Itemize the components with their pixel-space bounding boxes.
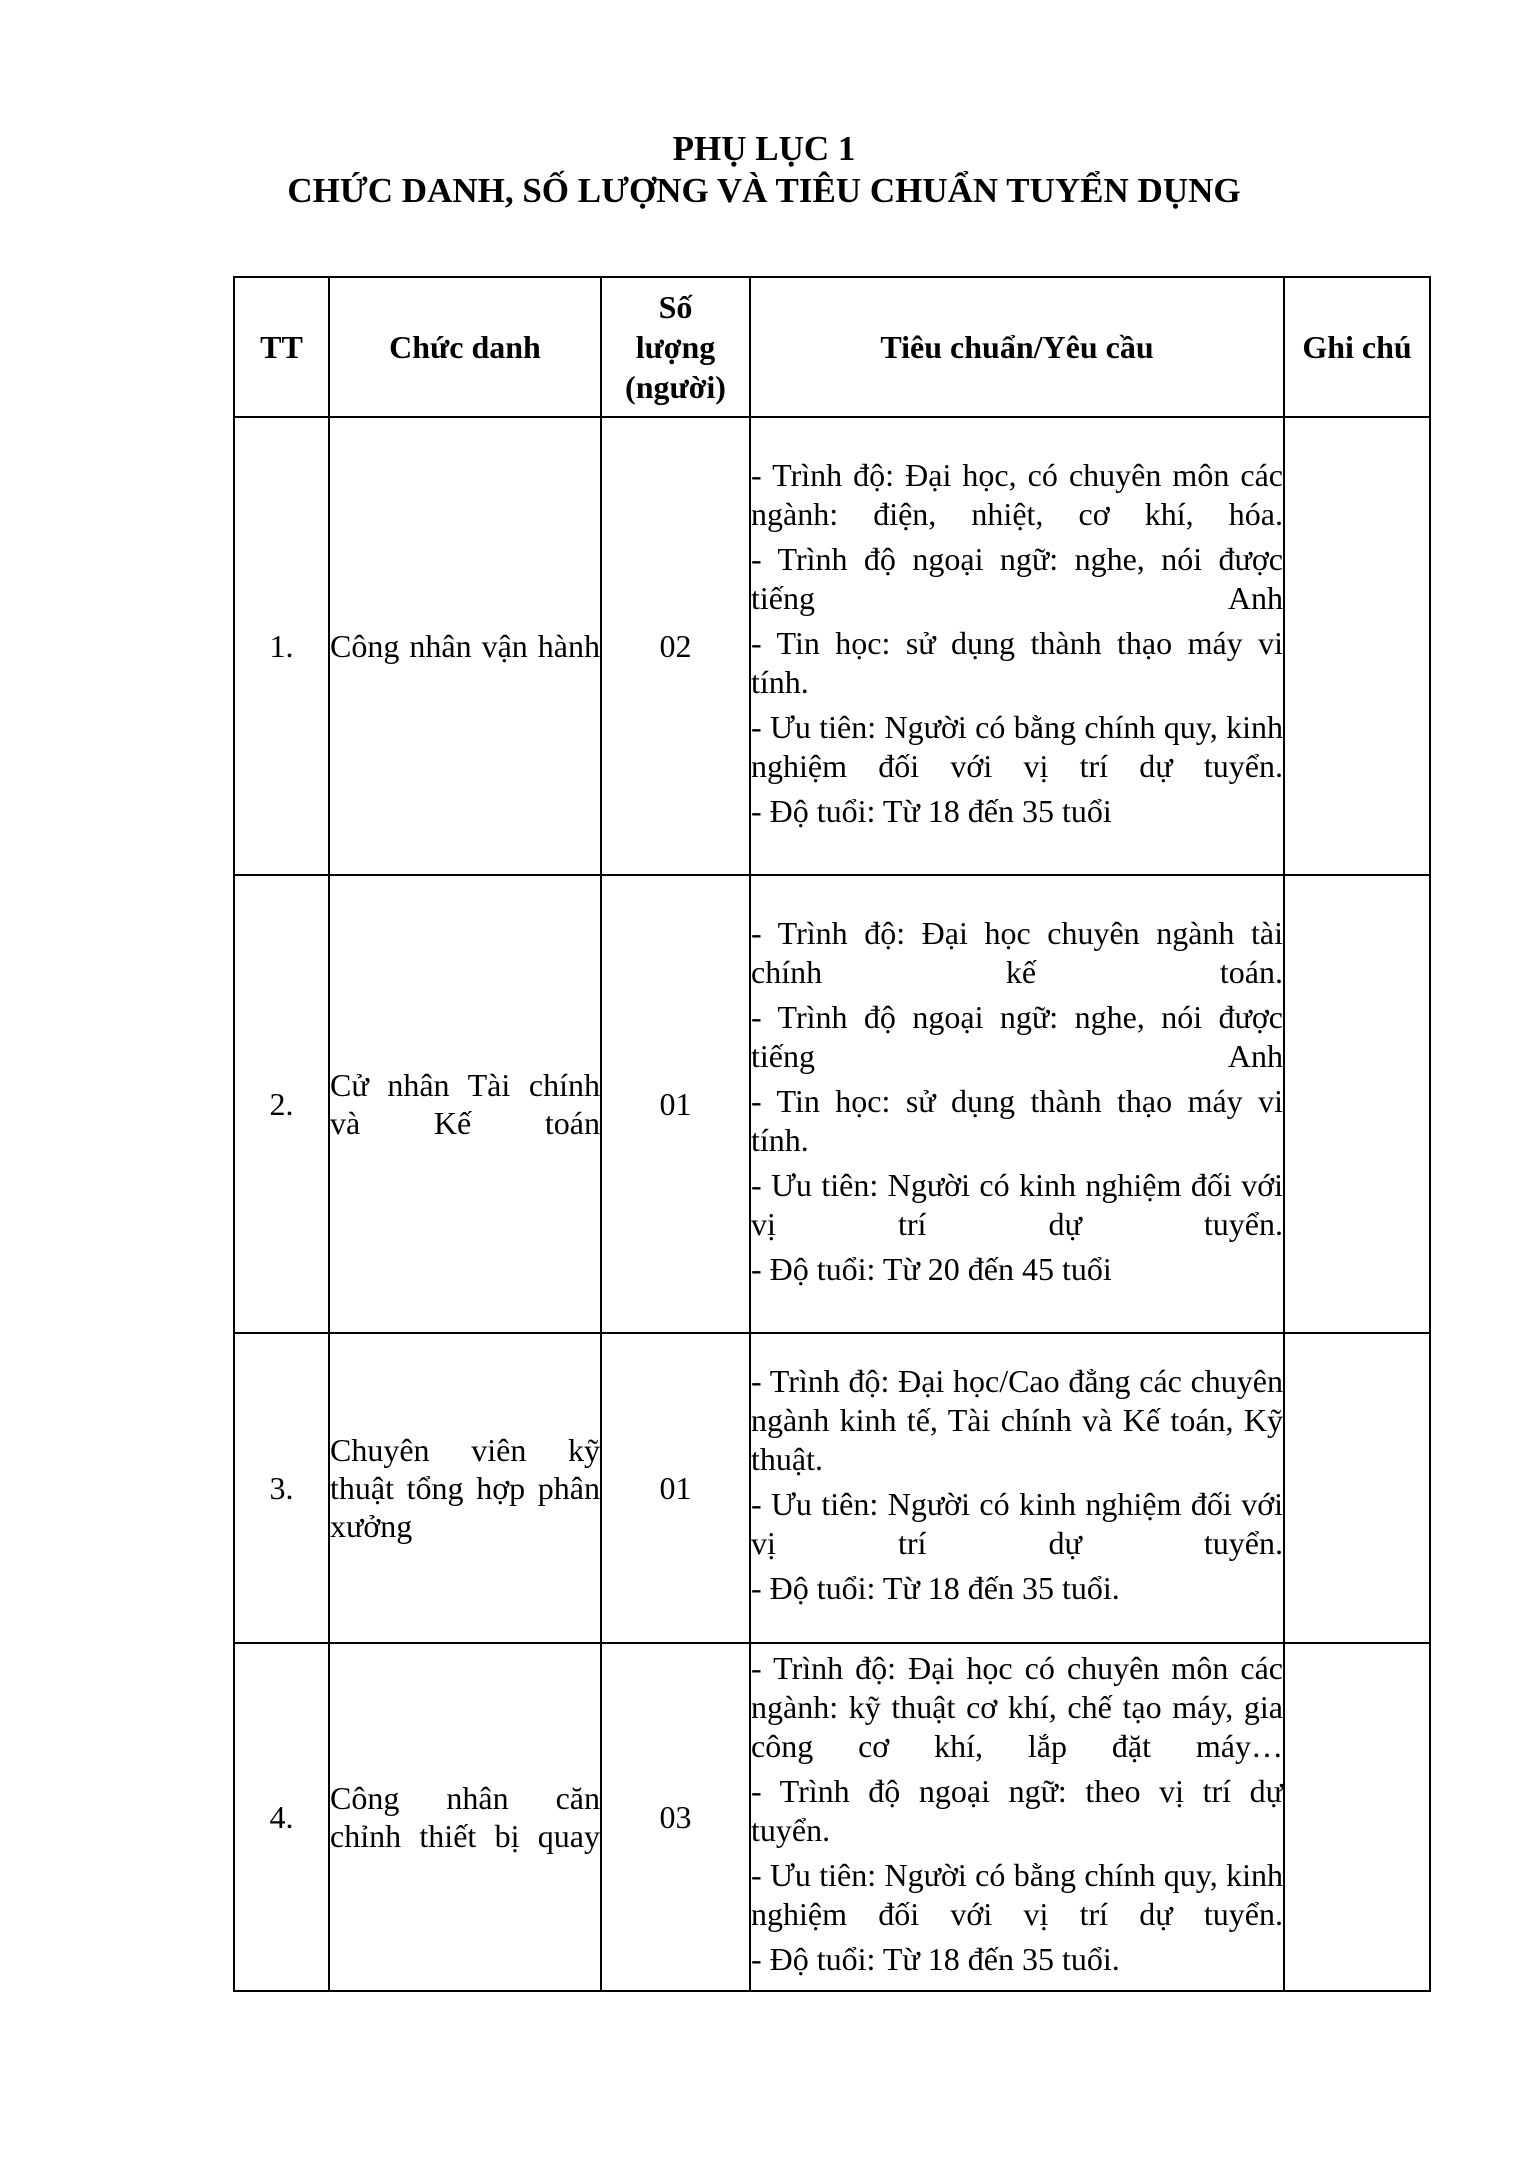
header-notes: Ghi chú: [1284, 277, 1430, 417]
row-number: 1.: [234, 417, 329, 875]
notes-cell: [1284, 1643, 1430, 1991]
job-title: Công nhân căn chỉnh thiết bị quay: [329, 1643, 601, 1991]
quantity: 01: [601, 875, 750, 1333]
table-row: [234, 417, 1430, 875]
requirement-item: - Trình độ: Đại học chuyên ngành tài chính kế toán.: [751, 914, 1283, 990]
notes-cell: [1284, 875, 1430, 1333]
job-title: Cử nhân Tài chính và Kế toán: [329, 875, 601, 1333]
requirement-item: - Tin học: sử dụng thành thạo máy vi tính.: [751, 1082, 1283, 1158]
requirements-cell: [750, 1333, 1284, 1643]
requirements-cell: [750, 417, 1284, 875]
requirements-cell: [750, 875, 1284, 1333]
job-title: Công nhân vận hành: [329, 417, 601, 875]
table-row: [234, 1333, 1430, 1643]
row-number: 3.: [234, 1333, 329, 1643]
table-header-row: [234, 277, 1430, 417]
requirement-item: - Trình độ: Đại học/Cao đẳng các chuyên ngành kinh tế, Tài chính và Kế toán, Kỹ thuật.: [751, 1363, 1283, 1477]
requirement-item: - Tin học: sử dụng thành thạo máy vi tính.: [751, 624, 1283, 700]
requirement-item: - Độ tuổi: Từ 20 đến 45 tuổi: [751, 1250, 1112, 1287]
requirement-item: - Độ tuổi: Từ 18 đến 35 tuổi.: [751, 1570, 1120, 1606]
appendix-subtitle: CHỨC DANH, SỐ LƯỢNG VÀ TIÊU CHUẨN TUYỂN DỤNG: [287, 171, 1241, 210]
header-quantity-line3: (người): [625, 369, 726, 405]
header-quantity-line2: lượng: [635, 329, 716, 365]
header-quantity-line1: Số: [658, 289, 693, 325]
requirement-item: - Ưu tiên: Người có bằng chính quy, kinh nghiệm đối với vị trí dự tuyển.: [751, 708, 1283, 784]
requirement-item: - Trình độ ngoại ngữ: theo vị trí dự tuyển.: [751, 1773, 1283, 1848]
quantity: 02: [601, 417, 750, 875]
requirements-list: [751, 456, 1283, 831]
row-number: 4.: [234, 1643, 329, 1991]
header-title: Chức danh: [329, 277, 601, 417]
requirement-item: - Trình độ: Đại học, có chuyên môn các ngành: điện, nhiệt, cơ khí, hóa.: [751, 456, 1283, 532]
requirement-item: - Ưu tiên: Người có bằng chính quy, kinh nghiệm đối với vị trí dự tuyển.: [751, 1857, 1283, 1932]
job-title: Chuyên viên kỹ thuật tổng hợp phân xưởng: [329, 1333, 601, 1643]
header-quantity: [601, 277, 750, 417]
requirement-item: - Trình độ: Đại học có chuyên môn các ngành: kỹ thuật cơ khí, chế tạo máy, gia công cơ khí, lắp đặt máy…: [751, 1650, 1283, 1764]
requirement-item: - Trình độ ngoại ngữ: nghe, nói được tiếng Anh: [751, 540, 1283, 616]
table-row: [234, 875, 1430, 1333]
requirements-list: [751, 1649, 1283, 1979]
recruitment-table: [233, 276, 1431, 1992]
header-tt: TT: [234, 277, 329, 417]
requirement-item: - Độ tuổi: Từ 18 đến 35 tuổi.: [751, 1941, 1120, 1977]
requirements-list: [751, 1362, 1283, 1608]
appendix-title: PHỤ LỤC 1: [672, 129, 856, 168]
requirements-list: [751, 914, 1283, 1289]
requirement-item: - Trình độ ngoại ngữ: nghe, nói được tiếng Anh: [751, 998, 1283, 1074]
notes-cell: [1284, 1333, 1430, 1643]
row-number: 2.: [234, 875, 329, 1333]
notes-cell: [1284, 417, 1430, 875]
document-heading: [0, 128, 1528, 212]
header-requirements: Tiêu chuẩn/Yêu cầu: [750, 277, 1284, 417]
quantity: 03: [601, 1643, 750, 1991]
requirement-item: - Ưu tiên: Người có kinh nghiệm đối với vị trí dự tuyển.: [751, 1166, 1283, 1242]
requirements-cell: [750, 1643, 1284, 1991]
quantity: 01: [601, 1333, 750, 1643]
requirement-item: - Độ tuổi: Từ 18 đến 35 tuổi: [751, 792, 1112, 829]
requirement-item: - Ưu tiên: Người có kinh nghiệm đối với vị trí dự tuyển.: [751, 1486, 1283, 1561]
table-row: [234, 1643, 1430, 1991]
